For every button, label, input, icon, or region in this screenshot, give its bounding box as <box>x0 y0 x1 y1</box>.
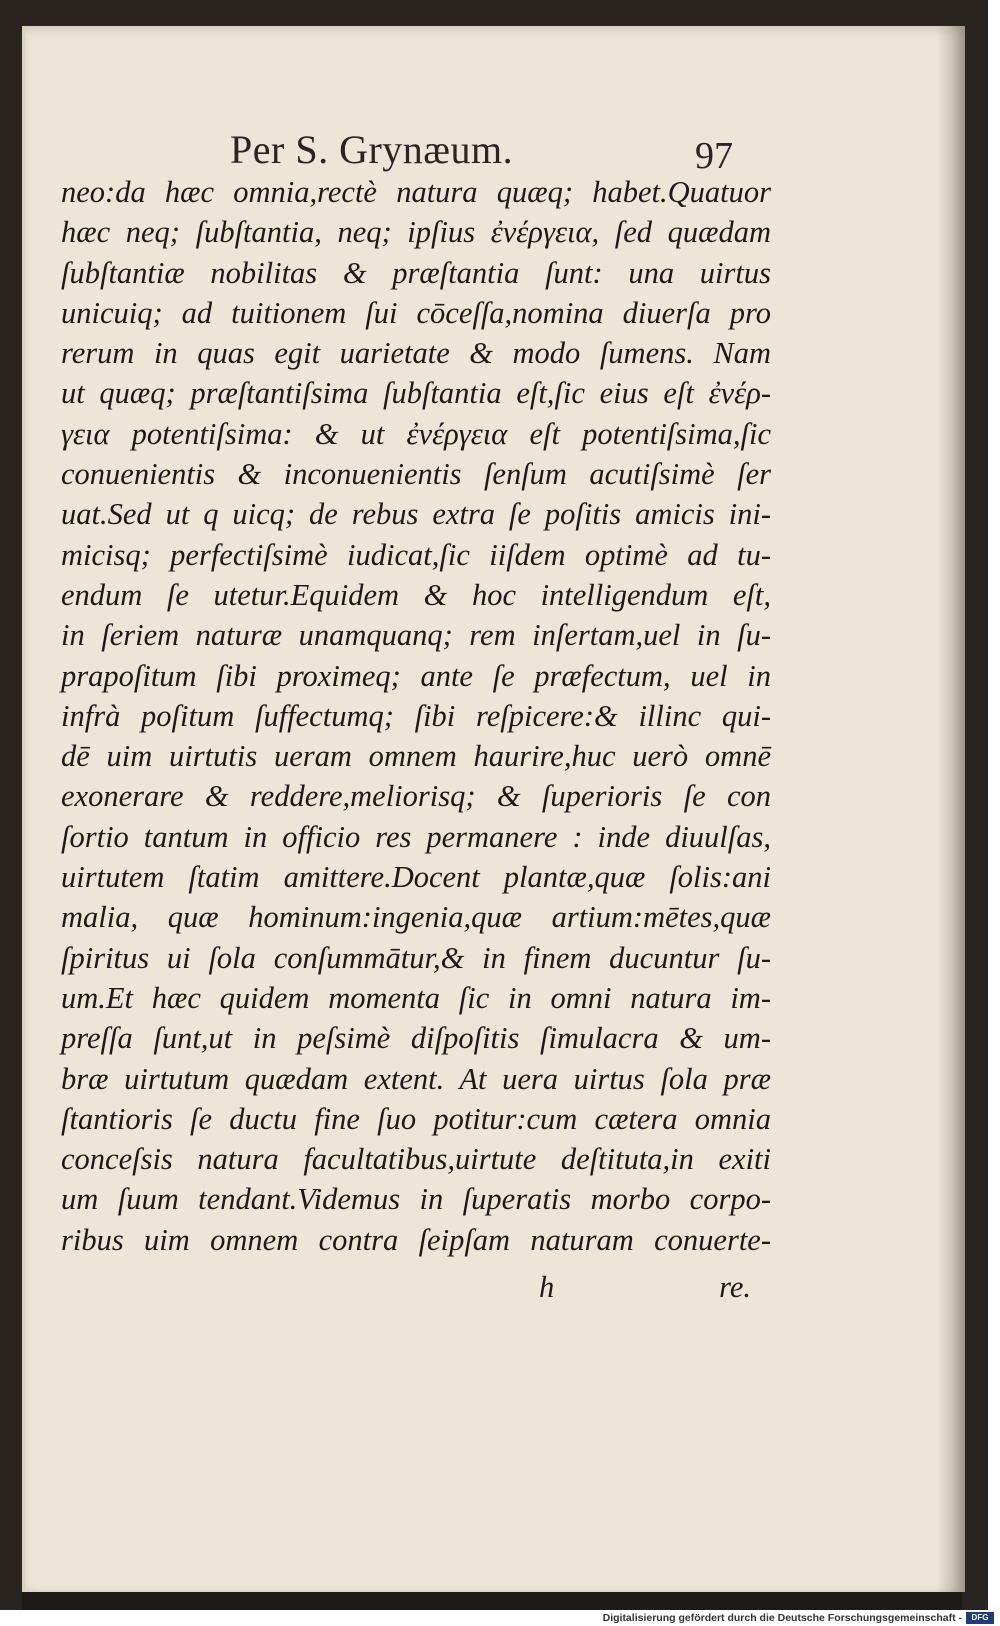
text-line: micisq; perfectiſsimè iudicat,ſic iiſdem optimè ad tu- <box>61 537 771 572</box>
text-line: malia, quæ hominum:ingenia,quæ artium:mētes,quæ <box>61 900 771 935</box>
text-line: ut quæq; præſtantiſsima ſubſtantia eſt,ſic eius eſt ἐνέρ- <box>61 376 771 411</box>
text-line: in ſeriem naturæ unamquanq; rem inſertam,uel in ſu- <box>61 618 771 653</box>
scan-credit-text: Digitalisierung gefördert durch die Deutsche Forschungsgemeinschaft - <box>602 1612 962 1624</box>
running-head: Per S. Grynæum. <box>230 127 514 172</box>
signature-mark: h <box>539 1270 555 1304</box>
body-text <box>61 172 771 1260</box>
text-line: endum ſe utetur.Equidem & hoc intelligendum eſt, <box>61 577 771 612</box>
text-line: uirtutem ſtatim amittere.Docent plantæ,quæ ſolis:ani <box>61 860 771 895</box>
text-line: ſpiritus ui ſola conſummātur,& in finem ducuntur ſu- <box>61 940 771 975</box>
text-line: ſtantioris ſe ductu fine ſuo potitur:cum cætera omnia <box>61 1101 771 1136</box>
text-line: uat.Sed ut q uicq; de rebus extra ſe poſitis amicis ini- <box>61 497 771 532</box>
text-line: dē uim uirtutis ueram omnem haurire,huc uerò omnē <box>61 739 771 774</box>
text-line: hæc neq; ſubſtantia, neq; ipſius ἐνέργεια, ſed quædam <box>61 215 771 250</box>
text-line: infrà poſitum ſuffectumq; ſibi reſpicere:& illinc qui- <box>61 698 771 733</box>
dfg-logo: DFG <box>966 1612 994 1624</box>
text-line: γεια potentiſsima: & ut ἐνέργεια eſt potentiſsima,ſic <box>61 416 771 451</box>
catchword: re. <box>719 1270 751 1304</box>
text-line: neo:da hæc omnia,rectè natura quæq; habet.Quatuor <box>61 175 771 209</box>
text-line: conuenientis & inconuenientis ſenſum acutiſsimè ſer <box>61 457 771 492</box>
text-line: preſſa ſunt,ut in peſsimè diſpoſitis ſimulacra & um- <box>61 1021 771 1056</box>
text-line: um ſuum tendant.Videmus in ſuperatis morbo corpo- <box>61 1182 771 1217</box>
text-line: ſubſtantiæ nobilitas & præſtantia ſunt: una uirtus <box>61 255 771 290</box>
text-line: prapoſitum ſibi proximeq; ante ſe præfectum, uel in <box>61 658 771 693</box>
scan-bottom-edge <box>22 1592 962 1610</box>
scan-credit-bar <box>0 1610 1000 1626</box>
text-line: ribus uim omnem contra ſeipſam naturam conuerte- <box>61 1222 771 1257</box>
text-line: ſortio tantum in officio res permanere : inde diuulſas, <box>61 819 771 854</box>
text-line: unicuiq; ad tuitionem ſui cōceſſa,nomina diuerſa pro <box>61 295 771 330</box>
page-gutter-shadow <box>937 26 965 1592</box>
book-page <box>22 26 965 1592</box>
text-line: bræ uirtutum quædam extent. At uera uirtus ſola præ <box>61 1061 771 1096</box>
text-line: conceſsis natura facultatibus,uirtute deſtituta,in exiti <box>61 1142 771 1177</box>
page-footer <box>61 1270 771 1310</box>
text-line: exonerare & reddere,meliorisq; & ſuperioris ſe con <box>61 779 771 814</box>
text-line: um.Et hæc quidem momenta ſic in omni natura im- <box>61 980 771 1015</box>
page-number: 97 <box>695 135 733 177</box>
text-line: rerum in quas egit uarietate & modo ſumens. Nam <box>61 336 771 371</box>
